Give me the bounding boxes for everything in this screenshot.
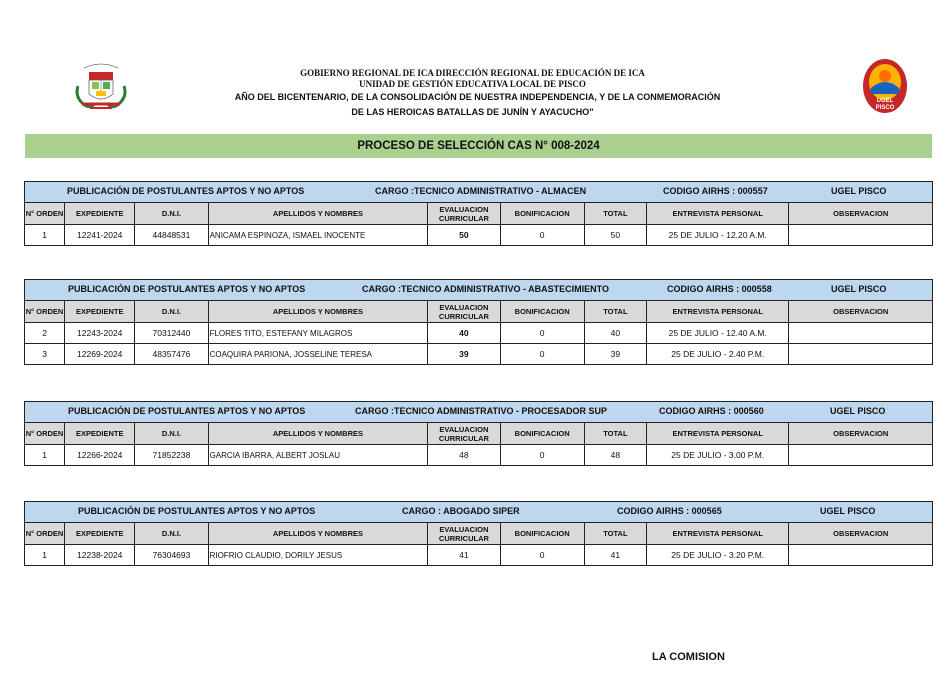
cell-nombre: FLORES TITO, ESTEFANY MILAGROS (208, 323, 428, 344)
cell-nombre: GARCIA IBARRA, ALBERT JOSLAU (208, 445, 428, 466)
cell-bonificacion: 0 (500, 344, 584, 365)
col-evaluacion: EVALUACION CURRICULAR (428, 423, 500, 445)
cell-total: 39 (584, 344, 646, 365)
cell-observacion (789, 344, 933, 365)
section-table-1 (24, 181, 933, 246)
codigo-label: CODIGO AIRHS : 000560 (659, 406, 764, 416)
col-total: TOTAL (584, 423, 646, 445)
codigo-label: CODIGO AIRHS : 000557 (663, 186, 768, 196)
table-row (25, 323, 933, 344)
cell-bonificacion: 0 (500, 545, 584, 566)
signature-label: LA COMISION (652, 651, 725, 663)
col-orden: N° ORDEN (25, 423, 65, 445)
col-evaluacion: EVALUACION CURRICULAR (428, 203, 500, 225)
cell-evaluacion: 50 (428, 225, 500, 246)
col-expediente: EXPEDIENTE (65, 423, 135, 445)
col-orden: N° ORDEN (25, 523, 65, 545)
cell-entrevista: 25 DE JULIO - 3.20 P.M. (647, 545, 789, 566)
header-line-3: AÑO DEL BICENTENARIO, DE LA CONSOLIDACIÓN DE NUESTRA INDEPENDENCIA, Y DE LA CONMEMORACIÓN (234, 92, 721, 102)
cell-bonificacion: 0 (500, 445, 584, 466)
col-total: TOTAL (584, 203, 646, 225)
section-header (25, 182, 933, 203)
cell-orden: 3 (25, 344, 65, 365)
cell-evaluacion: 39 (428, 344, 500, 365)
col-entrevista: ENTREVISTA PERSONAL (647, 203, 789, 225)
cell-nombre: COAQUIRA PARIONA, JOSSELINE TERESA (208, 344, 428, 365)
section-header (25, 402, 933, 423)
cell-nombre: ANICAMA ESPINOZA, ISMAEL INOCENTE (208, 225, 428, 246)
cell-nombre: RIOFRIO CLAUDIO, DORILY JESUS (208, 545, 428, 566)
publication-label: PUBLICACIÓN DE POSTULANTES APTOS Y NO APTOS (68, 406, 306, 416)
cell-bonificacion: 0 (500, 225, 584, 246)
cell-expediente: 12269-2024 (65, 344, 135, 365)
cell-dni: 44848531 (135, 225, 208, 246)
table-row (25, 225, 933, 246)
col-evaluacion: EVALUACION CURRICULAR (428, 523, 500, 545)
section-table-3 (24, 401, 933, 466)
table-row (25, 545, 933, 566)
ugel-label: UGEL PISCO (831, 186, 887, 196)
cell-orden: 2 (25, 323, 65, 344)
cell-orden: 1 (25, 445, 65, 466)
cell-observacion (789, 225, 933, 246)
cell-entrevista: 25 DE JULIO - 2.40 P.M. (647, 344, 789, 365)
col-nombres: APELLIDOS Y NOMBRES (208, 423, 428, 445)
cell-expediente: 12241-2024 (65, 225, 135, 246)
col-entrevista: ENTREVISTA PERSONAL (647, 523, 789, 545)
cell-dni: 70312440 (135, 323, 208, 344)
cell-evaluacion: 41 (428, 545, 500, 566)
col-bonificacion: BONIFICACION (500, 523, 584, 545)
cell-expediente: 12243-2024 (65, 323, 135, 344)
col-nombres: APELLIDOS Y NOMBRES (208, 203, 428, 225)
publication-label: PUBLICACIÓN DE POSTULANTES APTOS Y NO APTOS (67, 186, 305, 196)
col-dni: D.N.I. (135, 301, 208, 323)
cell-entrevista: 25 DE JULIO - 12.20 A.M. (647, 225, 789, 246)
cell-observacion (789, 323, 933, 344)
col-entrevista: ENTREVISTA PERSONAL (647, 423, 789, 445)
cargo-label: CARGO :TECNICO ADMINISTRATIVO - ABASTECIMIENTO (362, 284, 609, 294)
cell-dni: 76304693 (135, 545, 208, 566)
cell-expediente: 12266-2024 (65, 445, 135, 466)
col-dni: D.N.I. (135, 523, 208, 545)
header-line-4: DE LAS HEROICAS BATALLAS DE JUNÍN Y AYACUCHO" (351, 107, 594, 117)
codigo-label: CODIGO AIRHS : 000558 (667, 284, 772, 294)
ugel-label: UGEL PISCO (830, 406, 886, 416)
col-bonificacion: BONIFICACION (500, 423, 584, 445)
cell-evaluacion: 40 (428, 323, 500, 344)
col-observacion: OBSERVACION (789, 423, 933, 445)
col-observacion: OBSERVACION (789, 203, 933, 225)
cell-dni: 48357476 (135, 344, 208, 365)
cell-orden: 1 (25, 545, 65, 566)
cell-total: 41 (584, 545, 646, 566)
col-bonificacion: BONIFICACION (500, 203, 584, 225)
col-dni: D.N.I. (135, 423, 208, 445)
header-line-1: GOBIERNO REGIONAL DE ICA DIRECCIÓN REGIONAL DE EDUCACIÓN DE ICA (300, 68, 645, 78)
ugel-label: UGEL PISCO (831, 284, 887, 294)
section-table-2 (24, 279, 933, 365)
header-line-2: UNIDAD DE GESTIÓN EDUCATIVA LOCAL DE PISCO (359, 79, 586, 89)
svg-text:UGEL: UGEL (876, 98, 894, 104)
cell-observacion (789, 545, 933, 566)
cargo-label: CARGO :TECNICO ADMINISTRATIVO - ALMACEN (375, 186, 587, 196)
table-row (25, 445, 933, 466)
cell-expediente: 12238-2024 (65, 545, 135, 566)
col-entrevista: ENTREVISTA PERSONAL (647, 301, 789, 323)
col-nombres: APELLIDOS Y NOMBRES (208, 301, 428, 323)
cell-total: 48 (584, 445, 646, 466)
col-observacion: OBSERVACION (789, 523, 933, 545)
col-orden: N° ORDEN (25, 301, 65, 323)
col-total: TOTAL (584, 301, 646, 323)
cell-entrevista: 25 DE JULIO - 12.40 A.M. (647, 323, 789, 344)
col-observacion: OBSERVACION (789, 301, 933, 323)
section-header (25, 280, 933, 301)
cargo-label: CARGO : ABOGADO SIPER (402, 506, 520, 516)
col-orden: N° ORDEN (25, 203, 65, 225)
cell-total: 40 (584, 323, 646, 344)
table-row (25, 344, 933, 365)
cell-orden: 1 (25, 225, 65, 246)
codigo-label: CODIGO AIRHS : 000565 (617, 506, 722, 516)
cell-bonificacion: 0 (500, 323, 584, 344)
col-expediente: EXPEDIENTE (65, 203, 135, 225)
cell-observacion (789, 445, 933, 466)
col-expediente: EXPEDIENTE (65, 301, 135, 323)
cell-entrevista: 25 DE JULIO - 3.00 P.M. (647, 445, 789, 466)
section-header (25, 502, 933, 523)
col-total: TOTAL (584, 523, 646, 545)
cell-evaluacion: 48 (428, 445, 500, 466)
cargo-label: CARGO :TECNICO ADMINISTRATIVO - PROCESADOR SUP (355, 406, 608, 416)
col-evaluacion: EVALUACION CURRICULAR (428, 301, 500, 323)
cell-total: 50 (584, 225, 646, 246)
col-bonificacion: BONIFICACION (500, 301, 584, 323)
ugel-label: UGEL PISCO (820, 506, 876, 516)
cell-dni: 71852238 (135, 445, 208, 466)
svg-text:PISCO: PISCO (875, 105, 895, 111)
col-nombres: APELLIDOS Y NOMBRES (208, 523, 428, 545)
section-table-4 (24, 501, 933, 566)
col-dni: D.N.I. (135, 203, 208, 225)
publication-label: PUBLICACIÓN DE POSTULANTES APTOS Y NO APTOS (78, 506, 316, 516)
col-expediente: EXPEDIENTE (65, 523, 135, 545)
process-title: PROCESO DE SELECCIÓN CAS N° 008-2024 (25, 134, 932, 158)
publication-label: PUBLICACIÓN DE POSTULANTES APTOS Y NO APTOS (68, 284, 306, 294)
